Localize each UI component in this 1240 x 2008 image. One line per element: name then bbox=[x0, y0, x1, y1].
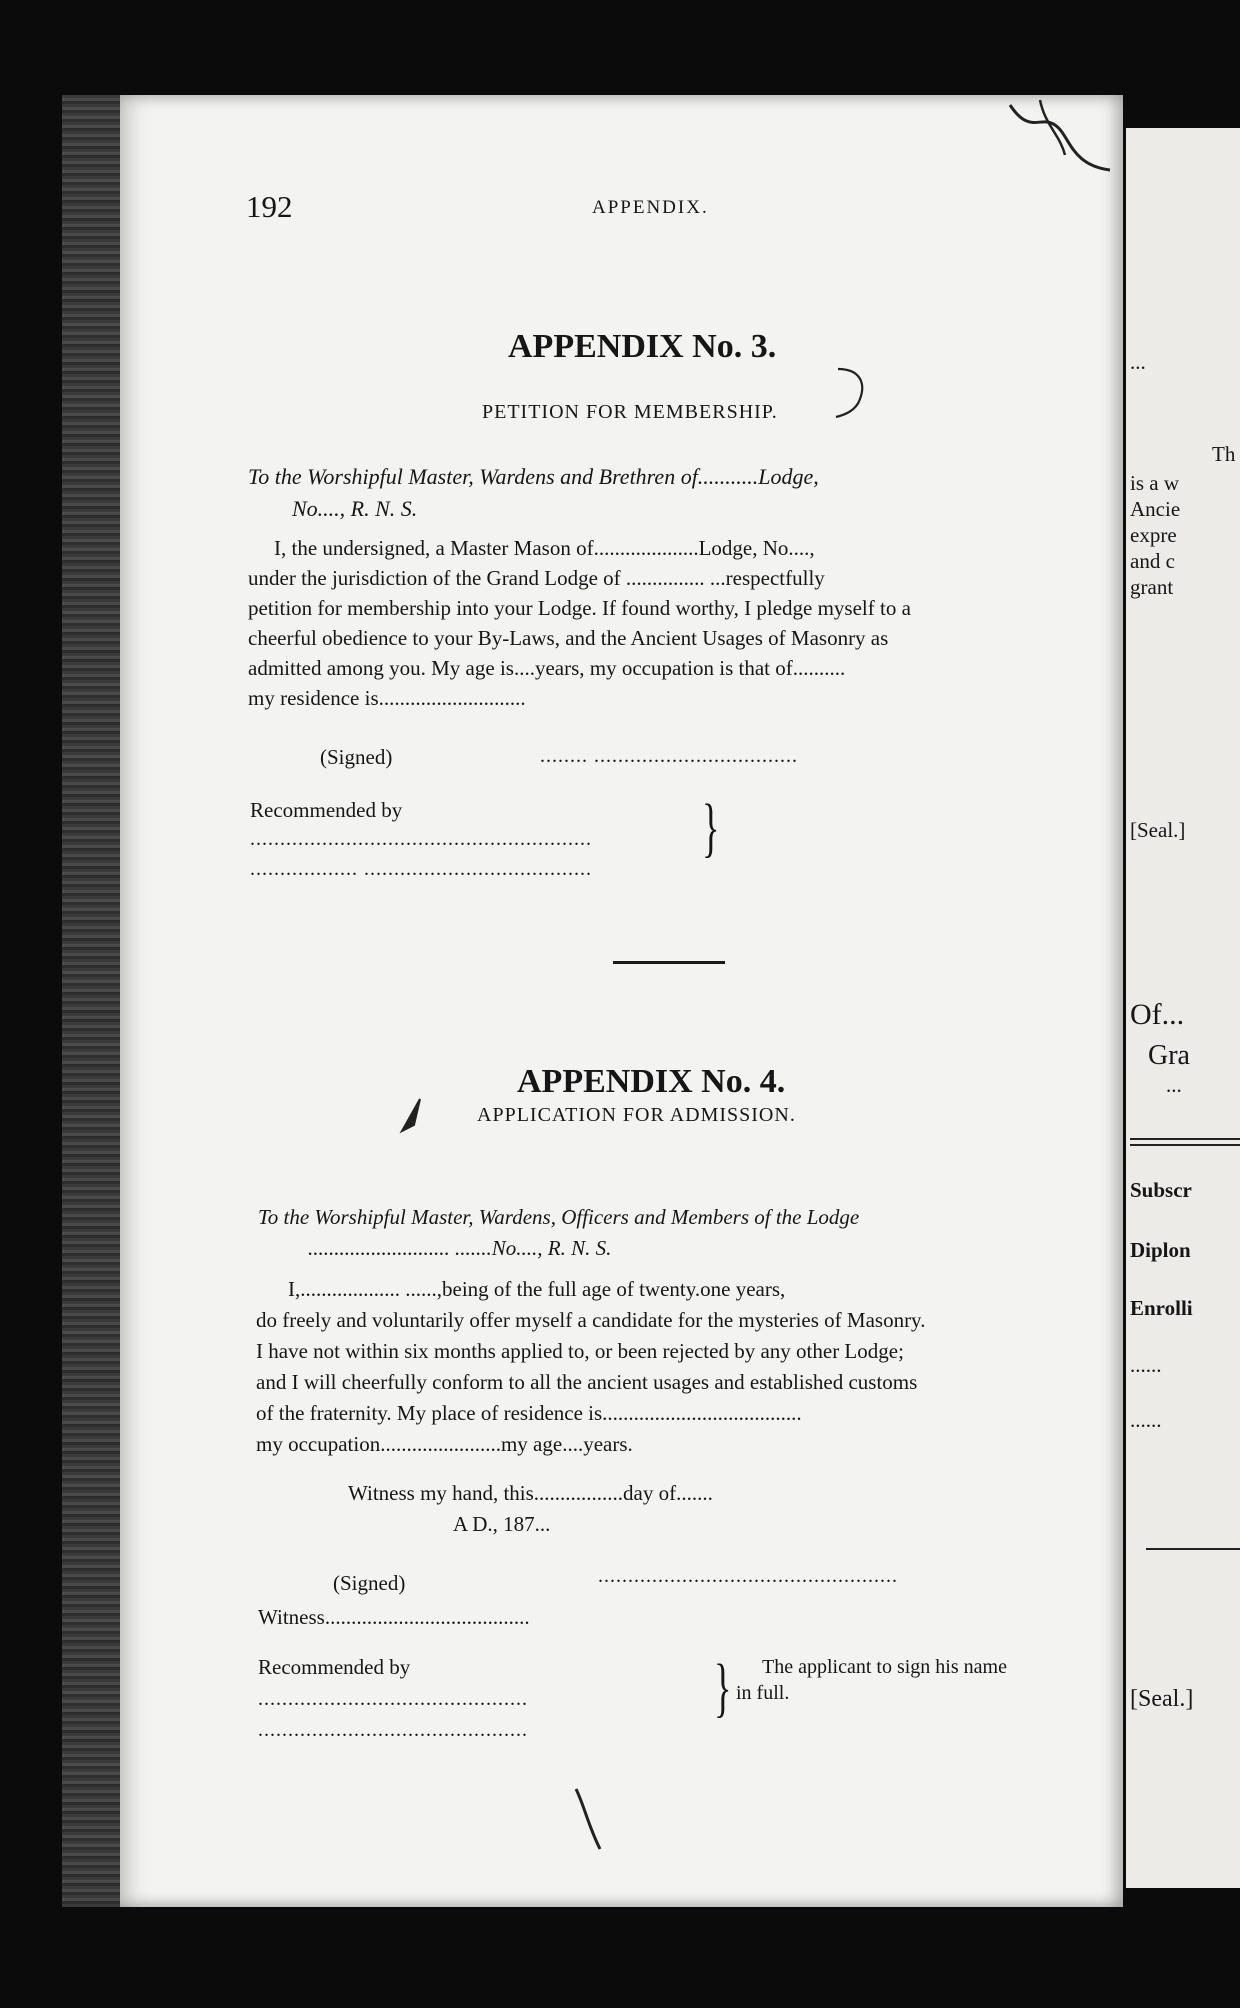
right-page-text: ...... bbox=[1130, 1408, 1162, 1432]
left-page bbox=[120, 95, 1123, 1907]
appendix-4-signed-label: (Signed) bbox=[333, 1571, 406, 1595]
right-page-text: and c bbox=[1130, 549, 1175, 573]
right-page-text: ... bbox=[1166, 1073, 1182, 1097]
appendix-3-address-line-2: No...., R. N. S. bbox=[292, 496, 418, 521]
appendix-4-body-line: and I will cheerfully conform to all the ancient usages and established customs bbox=[256, 1370, 918, 1394]
appendix-3-title: APPENDIX No. 3. bbox=[508, 328, 777, 365]
right-page-text: Of... bbox=[1130, 998, 1185, 1031]
right-page-text: grant bbox=[1130, 575, 1174, 599]
appendix-3-signed-line: ........ .................................. bbox=[540, 745, 798, 767]
appendix-4-address-line-1: To the Worshipful Master, Wardens, Officers and Members of the Lodge bbox=[258, 1205, 860, 1229]
section-divider bbox=[613, 961, 725, 964]
right-page-text: Enrolli bbox=[1130, 1296, 1193, 1320]
handwritten-loop-membership bbox=[830, 363, 890, 423]
appendix-4-address-line-2: ........................... .......No...., R. N. S. bbox=[308, 1236, 612, 1260]
running-title: APPENDIX. bbox=[592, 197, 709, 218]
right-page-text: Subscr bbox=[1130, 1178, 1192, 1202]
appendix-3-address-line-1: To the Worshipful Master, Wardens and Brethren of...........Lodge, bbox=[248, 464, 819, 489]
appendix-4-brace: } bbox=[714, 1651, 732, 1724]
appendix-4-body-line: of the fraternity. My place of residence is...................................... bbox=[256, 1401, 802, 1425]
appendix-3-body-line: admitted among you. My age is....years, my occupation is that of.......... bbox=[248, 656, 846, 680]
handwritten-mark-top bbox=[1000, 95, 1120, 185]
page-number: 192 bbox=[246, 189, 293, 224]
appendix-4-body-line: do freely and voluntarily offer myself a candidate for the mysteries of Masonry. bbox=[256, 1308, 926, 1332]
right-page-text: expre bbox=[1130, 523, 1177, 547]
appendix-4-recommended-label: Recommended by bbox=[258, 1655, 411, 1679]
adjacent-page-fragment bbox=[1126, 128, 1240, 1888]
appendix-4-recommended-line: ............................................. bbox=[258, 1719, 528, 1741]
right-page-text: [Seal.] bbox=[1130, 818, 1186, 842]
right-page-text: Ancie bbox=[1130, 497, 1181, 521]
appendix-3-recommended-line: ......................................................... bbox=[250, 828, 592, 850]
applicant-note: The applicant to sign his name bbox=[762, 1656, 1007, 1678]
right-page-text: is a w bbox=[1130, 471, 1179, 495]
appendix-4-signed-line: .................................................. bbox=[598, 1565, 898, 1587]
appendix-4-subtitle: APPLICATION FOR ADMISSION. bbox=[477, 1104, 796, 1126]
right-page-text: ...... bbox=[1130, 1353, 1162, 1377]
appendix-4-body-line: I have not within six months applied to, or been rejected by any other Lodge; bbox=[256, 1339, 904, 1363]
appendix-3-signed-label: (Signed) bbox=[320, 745, 393, 769]
right-page-text: Gra bbox=[1148, 1040, 1190, 1071]
appendix-4-recommended-line: ............................................. bbox=[258, 1688, 528, 1710]
appendix-4-body-line: I,................... ......,being of the full age of twenty.one years, bbox=[288, 1277, 786, 1301]
appendix-3-body-line: my residence is............................ bbox=[248, 686, 526, 710]
appendix-3-body-line: I, the undersigned, a Master Mason of....................Lodge, No...., bbox=[274, 536, 815, 560]
appendix-4-witness-line: Witness my hand, this.................day of....... bbox=[348, 1481, 713, 1505]
appendix-4-body-line: my occupation.......................my age....years. bbox=[256, 1432, 633, 1456]
handwritten-stroke-bottom bbox=[570, 1785, 610, 1855]
appendix-3-body-line: cheerful obedience to your By-Laws, and the Ancient Usages of Masonry as bbox=[248, 626, 889, 650]
appendix-3-body-line: under the jurisdiction of the Grand Lodge of ............... ...respectfully bbox=[248, 566, 825, 590]
appendix-4-date-line: A D., 187... bbox=[453, 1512, 551, 1536]
appendix-3-brace: } bbox=[702, 791, 720, 864]
appendix-3-recommended-line: .................. ...................................... bbox=[250, 858, 592, 880]
applicant-note: in full. bbox=[736, 1682, 790, 1704]
appendix-3-subtitle: PETITION FOR MEMBERSHIP. bbox=[482, 401, 778, 423]
book-spine-shadow bbox=[62, 95, 122, 1907]
appendix-3-recommended-label: Recommended by bbox=[250, 798, 403, 822]
appendix-4-witness-label: Witness....................................... bbox=[258, 1605, 530, 1629]
appendix-3-body-line: petition for membership into your Lodge. If found worthy, I pledge myself to a bbox=[248, 596, 911, 620]
appendix-4-title: APPENDIX No. 4. bbox=[517, 1063, 786, 1100]
right-page-text: Diplon bbox=[1130, 1238, 1191, 1262]
right-page-text: ... bbox=[1130, 350, 1146, 374]
right-page-text: [Seal.] bbox=[1130, 1686, 1194, 1712]
right-page-text: Th bbox=[1212, 442, 1236, 466]
handwritten-pen-mark bbox=[398, 1095, 426, 1135]
